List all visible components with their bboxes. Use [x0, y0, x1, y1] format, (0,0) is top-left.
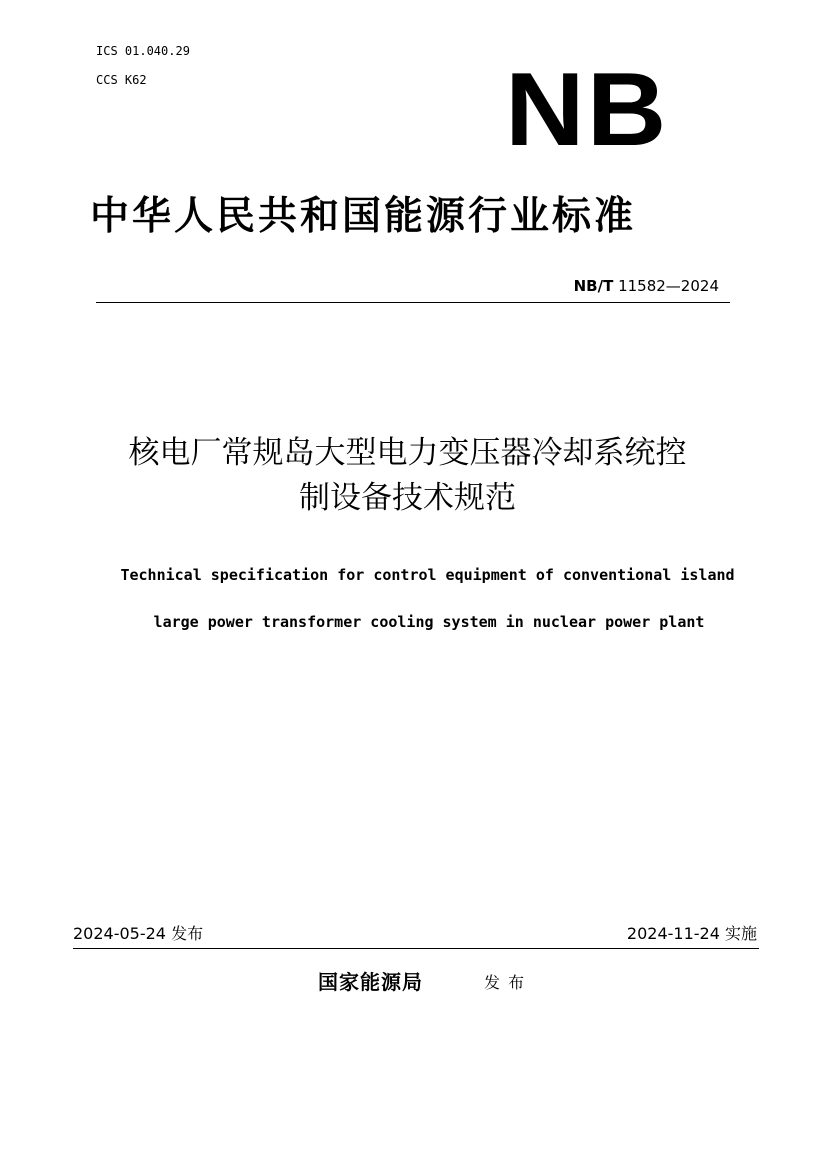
top-divider: [96, 302, 730, 303]
ccs-code: CCS K62: [96, 73, 147, 87]
issuer-title: 中华人民共和国能源行业标准: [90, 193, 637, 239]
title-en-line1: Technical specification for control equipment of conventional island: [120, 566, 735, 584]
title-cn-line2: 制设备技术规范: [299, 480, 516, 516]
title-cn-line1: 核电厂常规岛大型电力变压器冷却系统控: [128, 435, 687, 471]
standard-code: 11582—2024: [618, 277, 719, 295]
nb-logo: NB: [505, 52, 669, 168]
publish-verb: 发布: [484, 973, 533, 992]
title-en-line2: large power transformer cooling system in nuclear power plant: [153, 613, 705, 631]
implement-date: 2024-11-24 实施: [626, 924, 757, 943]
standard-number: [574, 277, 719, 295]
ics-code: ICS 01.040.29: [96, 44, 190, 58]
standard-prefix: NB/T: [573, 277, 614, 295]
bottom-divider: [73, 948, 759, 949]
publisher-name: 国家能源局: [318, 970, 423, 994]
publish-date: 2024-05-24 发布: [73, 924, 204, 943]
